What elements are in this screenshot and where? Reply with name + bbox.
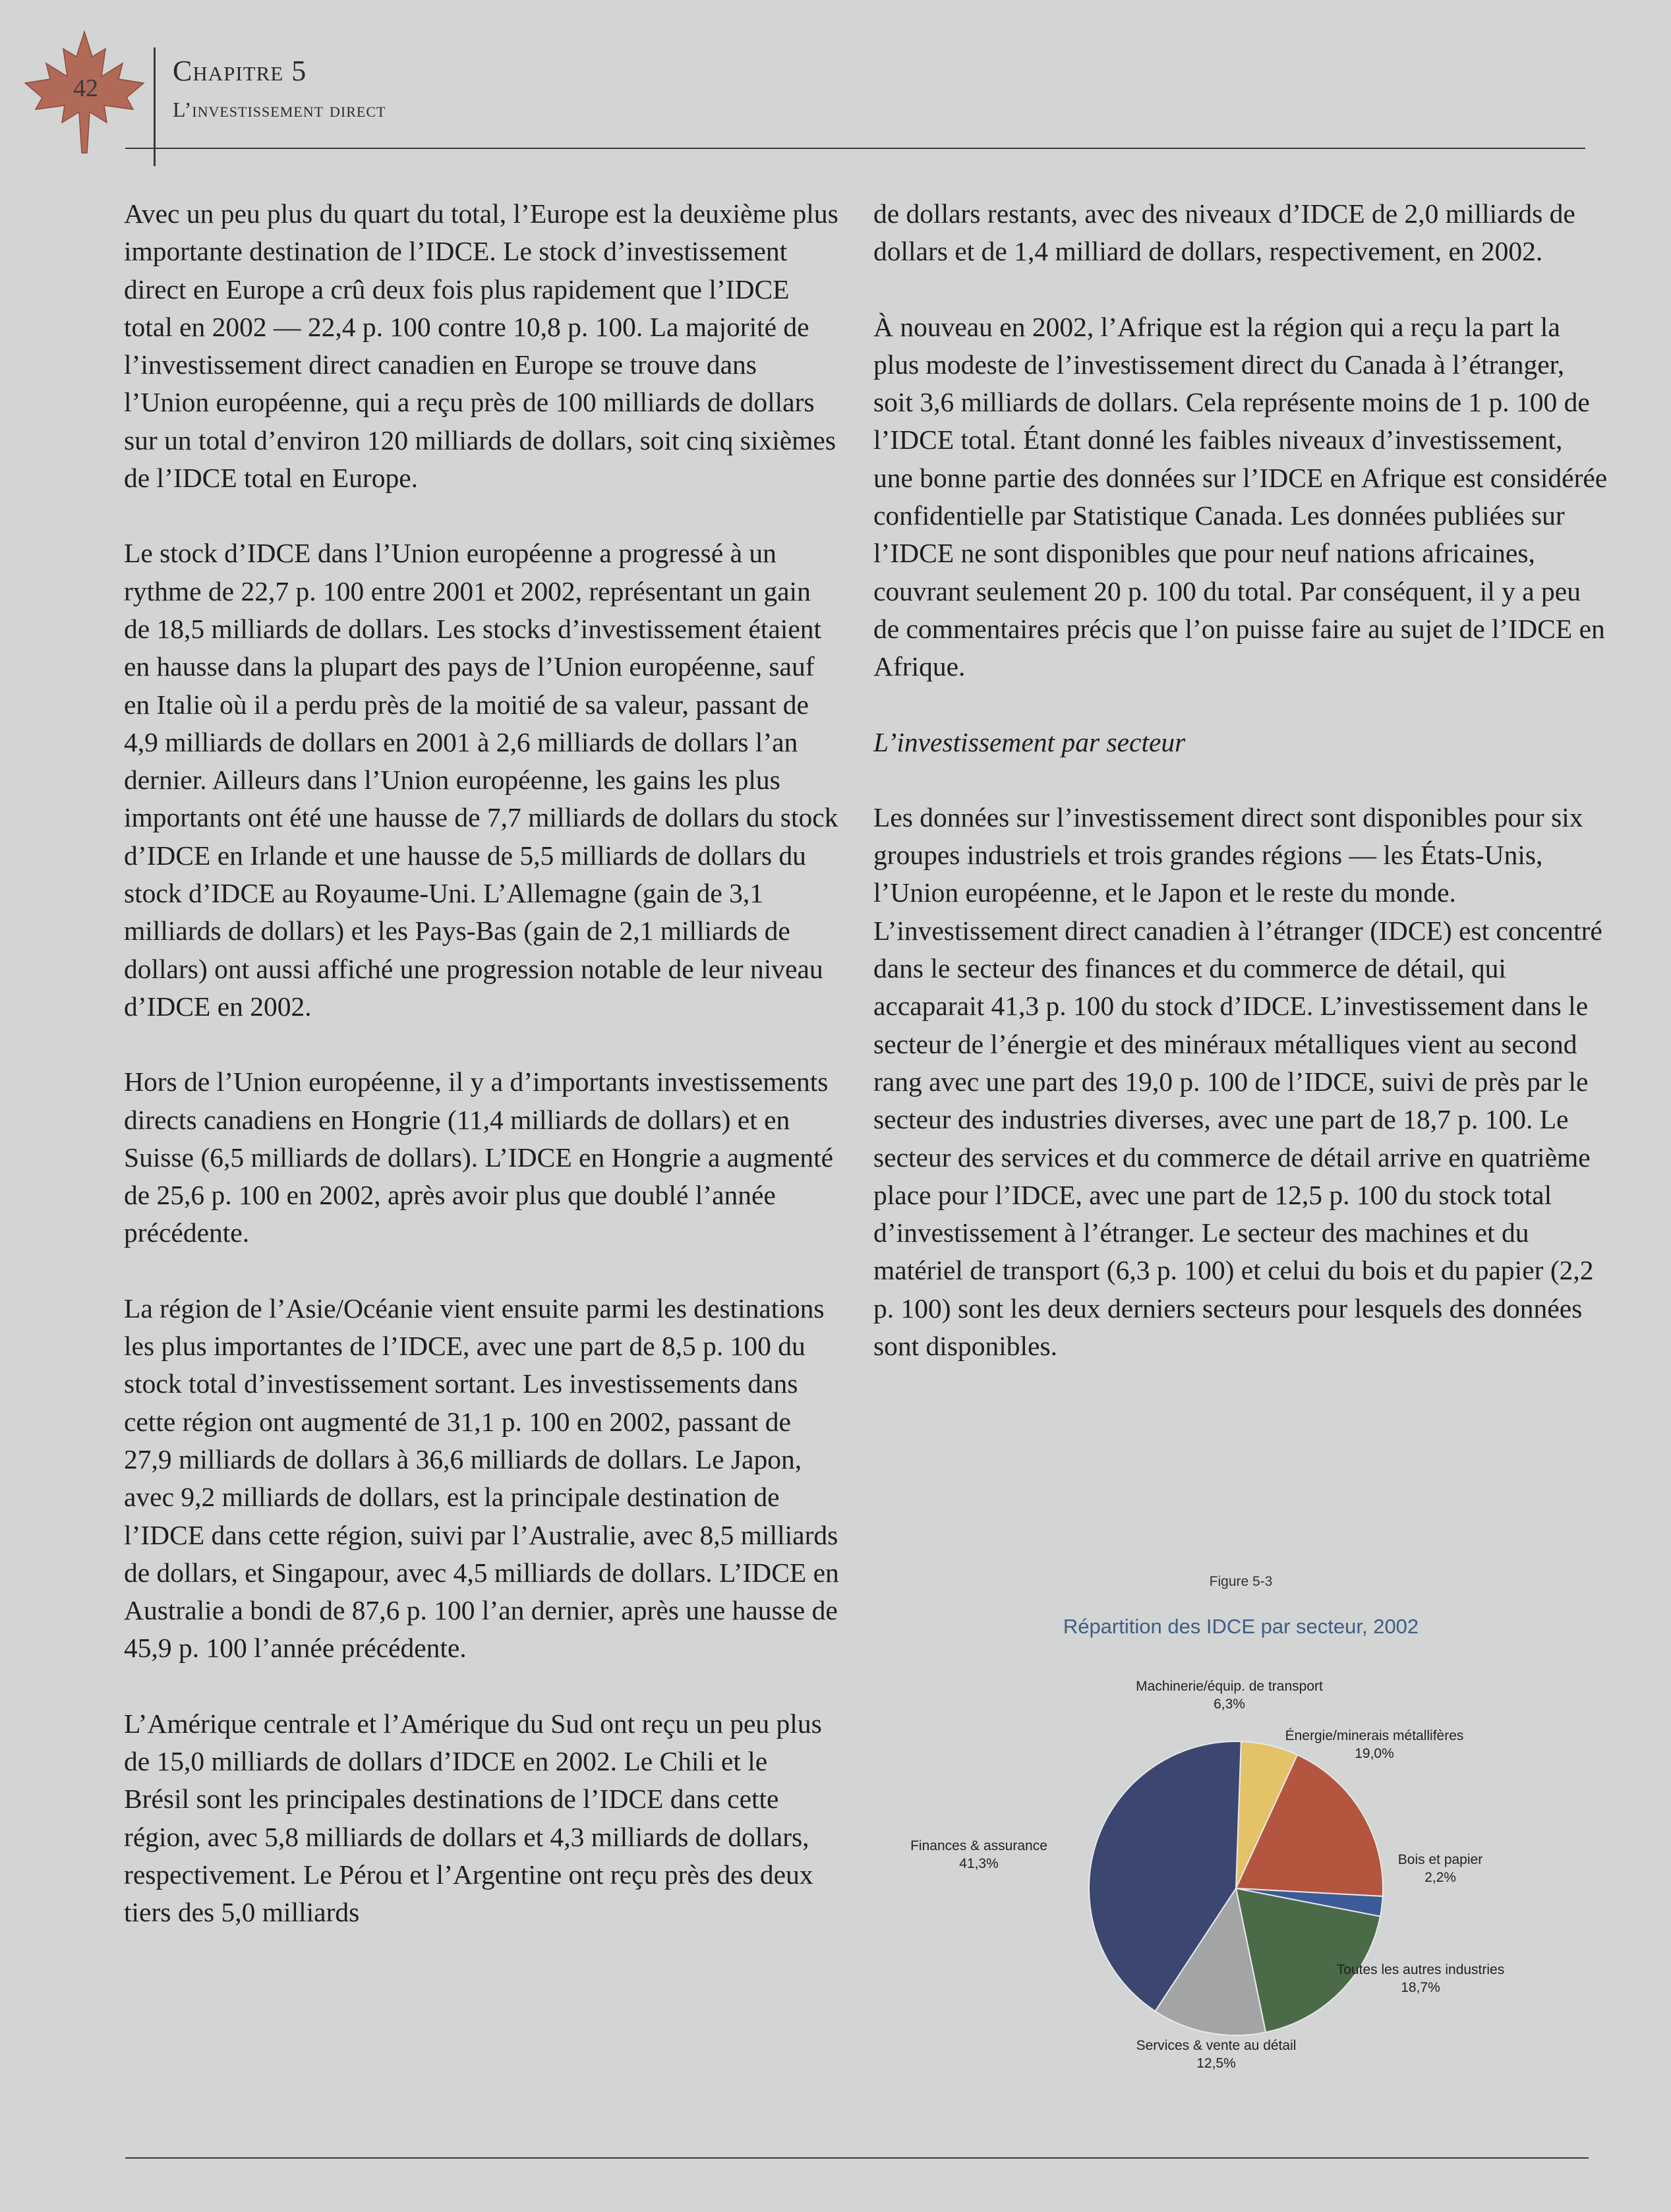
pie-chart: [873, 1562, 1608, 2089]
slice-label-value: 2,2%: [1424, 1870, 1456, 1885]
figure-number: Figure 5-3: [1209, 1574, 1273, 1589]
slice-label-value: 18,7%: [1401, 1980, 1440, 1995]
paragraph: de dollars restants, avec des niveaux d’IDCE de 2,0 milliards de dollars et de 1,4 milliard de dollars, respectivement, en 2002.: [873, 198, 1575, 267]
paragraph: Le stock d’IDCE dans l’Union européenne a progressé à un rythme de 22,7 p. 100 entre 2001 et 2002, représentant un gain de 18,5 milliards de dollars. Les stocks d’investissement étaient en hausse dans la plupart des pays de l’Union européenne, sauf en Italie où il a perdu près de la moitié de sa valeur, passant de 4,9 milliards de dollars en 2001 à 2,6 milliards de dollars l’an dernier. Ailleurs dans l’Union européenne, les gains les plus importants ont été une hausse de 7,7 milliards de dollars du stock d’IDCE en Irlande et une hausse de 5,5 milliards de dollars du stock d’IDCE au Royaume-Uni. L’Allemagne (gain de 3,1 milliards de dollars) et les Pays-Bas (gain de 2,1 milliards de dollars) ont aussi affiché une progression notable de leur niveau d’IDCE en 2002.: [124, 538, 838, 1022]
paragraph: Avec un peu plus du quart du total, l’Europe est la deuxième plus importante destination de l’IDCE. Le stock d’investissement direct en Europe a crû deux fois plus rapidement que l’IDCE total en 2002 — 22,4 p. 100 contre 10,8 p. 100. La majorité de l’investissement direct canadien en Europe se trouve dans l’Union européenne, qui a reçu près de 100 milliards de dollars sur un total d’environ 120 milliards de dollars, soit cinq sixièmes de l’IDCE total en Europe.: [124, 198, 838, 494]
paragraph: Hors de l’Union européenne, il y a d’importants investissements directs canadiens en Hongrie (11,4 milliards de dollars) et en Suisse (6,5 milliards de dollars). L’IDCE en Hongrie a augmenté de 25,6 p. 100 en 2002, après avoir plus que doublé l’année précédente.: [124, 1066, 834, 1248]
footer-rule: [125, 2157, 1589, 2159]
slice-label-value: 41,3%: [959, 1856, 999, 1871]
section-heading: L’investissement par secteur: [873, 726, 1186, 757]
paragraph: À nouveau en 2002, l’Afrique est la région qui a reçu la part la plus modeste de l’investissement direct du Canada à l’étranger, soit 3,6 milliards de dollars. Cela représente moins de 1 p. 100 de l’IDCE total. Étant donné les faibles niveaux d’investissement, une bonne partie des données sur l’IDCE en Afrique est considérée confidentielle par Statistique Canada. Les données publiées sur l’IDCE ne sont disponibles que pour neuf nations africaines, couvrant seulement 20 p. 100 du total. Par conséquent, il y a peu de commentaires précis que l’on puisse faire au sujet de l’IDCE en Afrique.: [873, 311, 1608, 682]
slice-label-name: Toutes les autres industries: [1336, 1962, 1505, 1977]
paragraph: L’Amérique centrale et l’Amérique du Sud ont reçu un peu plus de 15,0 milliards de dollars d’IDCE en 2002. Le Chili et le Brésil sont les principales destinations de l’IDCE dans cette région, avec 5,8 milliards de dollars et 4,3 milliards de dollars, respectivement. Le Pérou et l’Argentine ont reçu près des deux tiers des 5,0 milliards: [124, 1708, 822, 1928]
paragraph: La région de l’Asie/Océanie vient ensuite parmi les destinations les plus importantes de l’IDCE, avec une part de 8,5 p. 100 du stock total d’investissement sortant. Les investissements dans cette région ont augmenté de 31,1 p. 100 en 2002, passant de 27,9 milliards de dollars à 36,6 milliards de dollars. Le Japon, avec 9,2 milliards de dollars, est la principale destination de l’IDCE dans cette région, suivi par l’Australie, avec 8,5 milliards de dollars, et Singapour, avec 4,5 milliards de dollars. L’IDCE en Australie a bondi de 87,6 p. 100 l’an dernier, après une hausse de 45,9 p. 100 l’année précédente.: [124, 1293, 839, 1664]
figure-5-3: [873, 1562, 1608, 2089]
page-number: 42: [73, 74, 98, 102]
chapter-label: Chapitre 5: [173, 55, 307, 87]
slice-label-value: 6,3%: [1214, 1697, 1245, 1712]
right-column: [873, 195, 1608, 1403]
slice-label-value: 19,0%: [1355, 1746, 1394, 1761]
slice-label-name: Finances & assurance: [910, 1838, 1047, 1853]
slice-label-name: Bois et papier: [1397, 1852, 1483, 1867]
chart-title: Répartition des IDCE par secteur, 2002: [1063, 1615, 1419, 1638]
slice-label-name: Énergie/minerais métallifères: [1285, 1728, 1464, 1743]
slice-label-name: Services & vente au détail: [1136, 2038, 1297, 2053]
left-column: [124, 195, 839, 1969]
paragraph: Les données sur l’investissement direct sont disponibles pour six groupes industriels et trois grandes régions — les États-Unis, l’Union européenne, et le Japon et le reste du monde. L’investissement direct canadien à l’étranger (IDCE) est concentré dans le secteur des finances et du commerce de détail, qui accaparait 41,3 p. 100 du stock d’IDCE. L’investissement dans le secteur de l’énergie et des minéraux métalliques vient au second rang avec une part des 19,0 p. 100 de l’IDCE, suivi de près par le secteur des industries diverses, avec une part de 18,7 p. 100. Le secteur des services et du commerce de détail arrive en quatrième place pour l’IDCE, avec une part de 12,5 p. 100 du stock total d’investissement à l’étranger. Le secteur des machines et du matériel de transport (6,3 p. 100) et celui du bois et du papier (2,2 p. 100) sont les deux derniers secteurs pour lesquels des données sont disponibles.: [873, 801, 1602, 1362]
header-rule: [125, 148, 1585, 149]
slice-label-name: Machinerie/équip. de transport: [1136, 1679, 1323, 1694]
slice-label-value: 12,5%: [1196, 2056, 1236, 2071]
chapter-subtitle: L’investissement direct: [173, 98, 386, 121]
